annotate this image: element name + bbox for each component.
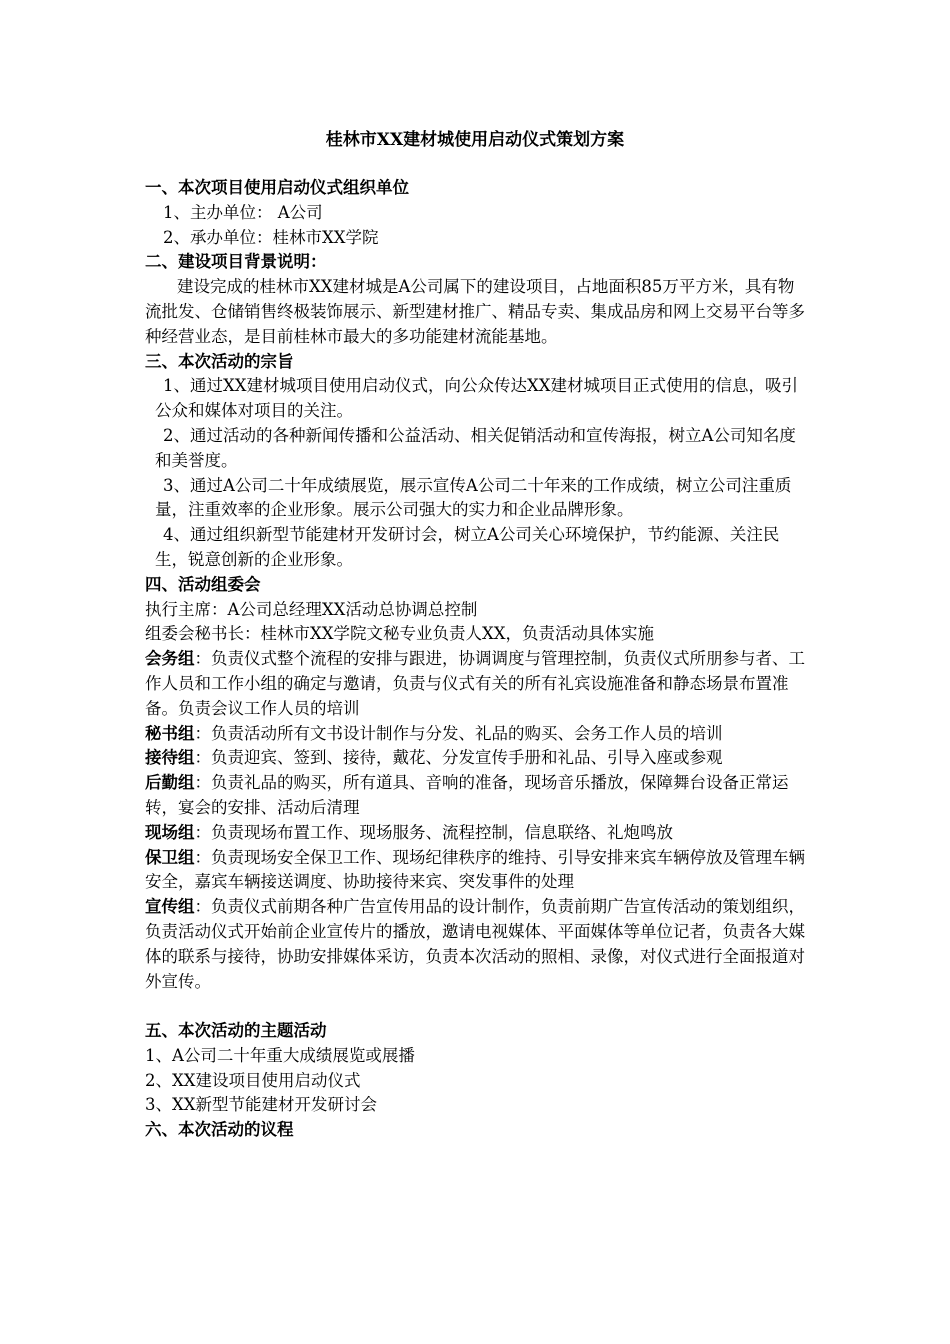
blank-line	[145, 994, 810, 1019]
group-logistics	[145, 771, 810, 821]
group-secretariat	[145, 722, 810, 747]
document-title: 桂林市XX建材城使用启动仪式策划方案	[325, 130, 625, 150]
section-4-heading: 四、活动组委会	[145, 574, 261, 594]
group-label: 会务组	[145, 649, 195, 669]
group-duty: ：负责现场布置工作、现场服务、流程控制，信息联络、礼炮鸣放	[194, 822, 673, 842]
section-1-heading: 一、本次项目使用启动仪式组织单位	[145, 178, 409, 197]
group-duty: ：负责仪式整个流程的安排与跟进，协调调度与管理控制，负责仪式所朋参与者、工作人员和工作小组的确定与邀请，负责与仪式有关的所有礼宾设施准备和静态场景布置准备。负责会议工作人员的培训	[145, 649, 805, 718]
group-duty: ：负责现场安全保卫工作、现场纪律秩序的维持、引导安排来宾车辆停放及管理车辆安全，嘉宾车辆接送调度、协助接待来宾、突发事件的处理	[145, 847, 805, 892]
secretary-general-line: 组委会秘书长：桂林市XX学院文秘专业负责人XX，负责活动具体实施	[145, 624, 654, 644]
section-3-item-3: 3、通过A公司二十年成绩展览，展示宣传A公司二十年来的工作成绩，树立公司注重质量，注重效率的企业形象。展示公司强大的实力和企业品牌形象。	[155, 475, 792, 520]
section-5-item-1: 1、A公司二十年重大成绩展览或展播	[145, 1045, 415, 1065]
section-2-paragraph: 建设完成的桂林市XX建材城是A公司属下的建设项目，占地面积85万平方米，具有物流批发、仓储销售终极装饰展示、新型建材推广、精品专卖、集成品房和网上交易平台等多种经营业态，是目前桂林市最大的多功能建材流能基地。	[145, 277, 805, 346]
group-label: 现场组	[145, 822, 195, 842]
document-body	[145, 176, 810, 1143]
section-5-heading: 五、本次活动的主题活动	[145, 1021, 327, 1041]
group-duty: ：负责迎宾、签到、接待，戴花、分发宣传手册和礼品、引导入座或参观	[194, 748, 723, 768]
group-duty: ：负责仪式前期各种广告宣传用品的设计制作，负责前期广告宣传活动的策划组织，负责活动仪式开始前企业宣传片的播放，邀请电视媒体、平面媒体等单位记者，负责各大媒体的联系与接待，协助安排媒体采访，负责本次活动的照相、录像，对仪式进行全面报道对外宣传。	[145, 897, 805, 991]
section-3-item-4: 4、通过组织新型节能建材开发研讨会，树立A公司关心环境保护，节约能源、关注民生，锐意创新的企业形象。	[155, 525, 780, 569]
section-6-heading: 六、本次活动的议程	[145, 1120, 294, 1140]
group-label: 保卫组	[145, 847, 195, 867]
group-duty: ：负责礼品的购买，所有道具、音响的准备，现场音乐播放，保障舞台设备正常运转，宴会的安排、活动后清理	[145, 773, 789, 817]
section-3-item-2: 2、通过活动的各种新闻传播和公益活动、相关促销活动和宣传海报，树立A公司知名度和美誉度。	[155, 425, 796, 470]
section-1-item-2: 2、承办单位：桂林市XX学院	[163, 227, 379, 247]
group-security	[145, 846, 810, 896]
group-duty: ：负责活动所有文书设计制作与分发、礼品的购买、会务工作人员的培训	[194, 723, 723, 743]
section-2-heading: 二、建设项目背景说明：	[145, 252, 327, 272]
group-onsite	[145, 821, 810, 846]
group-label: 接待组	[145, 748, 195, 768]
group-meeting	[145, 647, 810, 721]
section-5-item-2: 2、XX建设项目使用启动仪式	[145, 1070, 361, 1090]
group-publicity	[145, 895, 810, 994]
group-label: 秘书组	[145, 723, 195, 743]
section-3-heading: 三、本次活动的宗旨	[145, 351, 294, 371]
group-reception	[145, 746, 810, 771]
section-3-item-1: 1、通过XX建材城项目使用启动仪式，向公众传达XX建材城项目正式使用的信息，吸引公众和媒体对项目的关注。	[155, 376, 798, 421]
group-label: 宣传组	[145, 897, 195, 917]
section-1-item-1: 1、主办单位： A公司	[163, 202, 323, 222]
executive-chair-line: 执行主席：A公司总经理XX活动总协调总控制	[145, 599, 478, 619]
section-5-item-3: 3、XX新型节能建材开发研讨会	[145, 1095, 377, 1115]
group-label: 后勤组	[145, 773, 195, 793]
